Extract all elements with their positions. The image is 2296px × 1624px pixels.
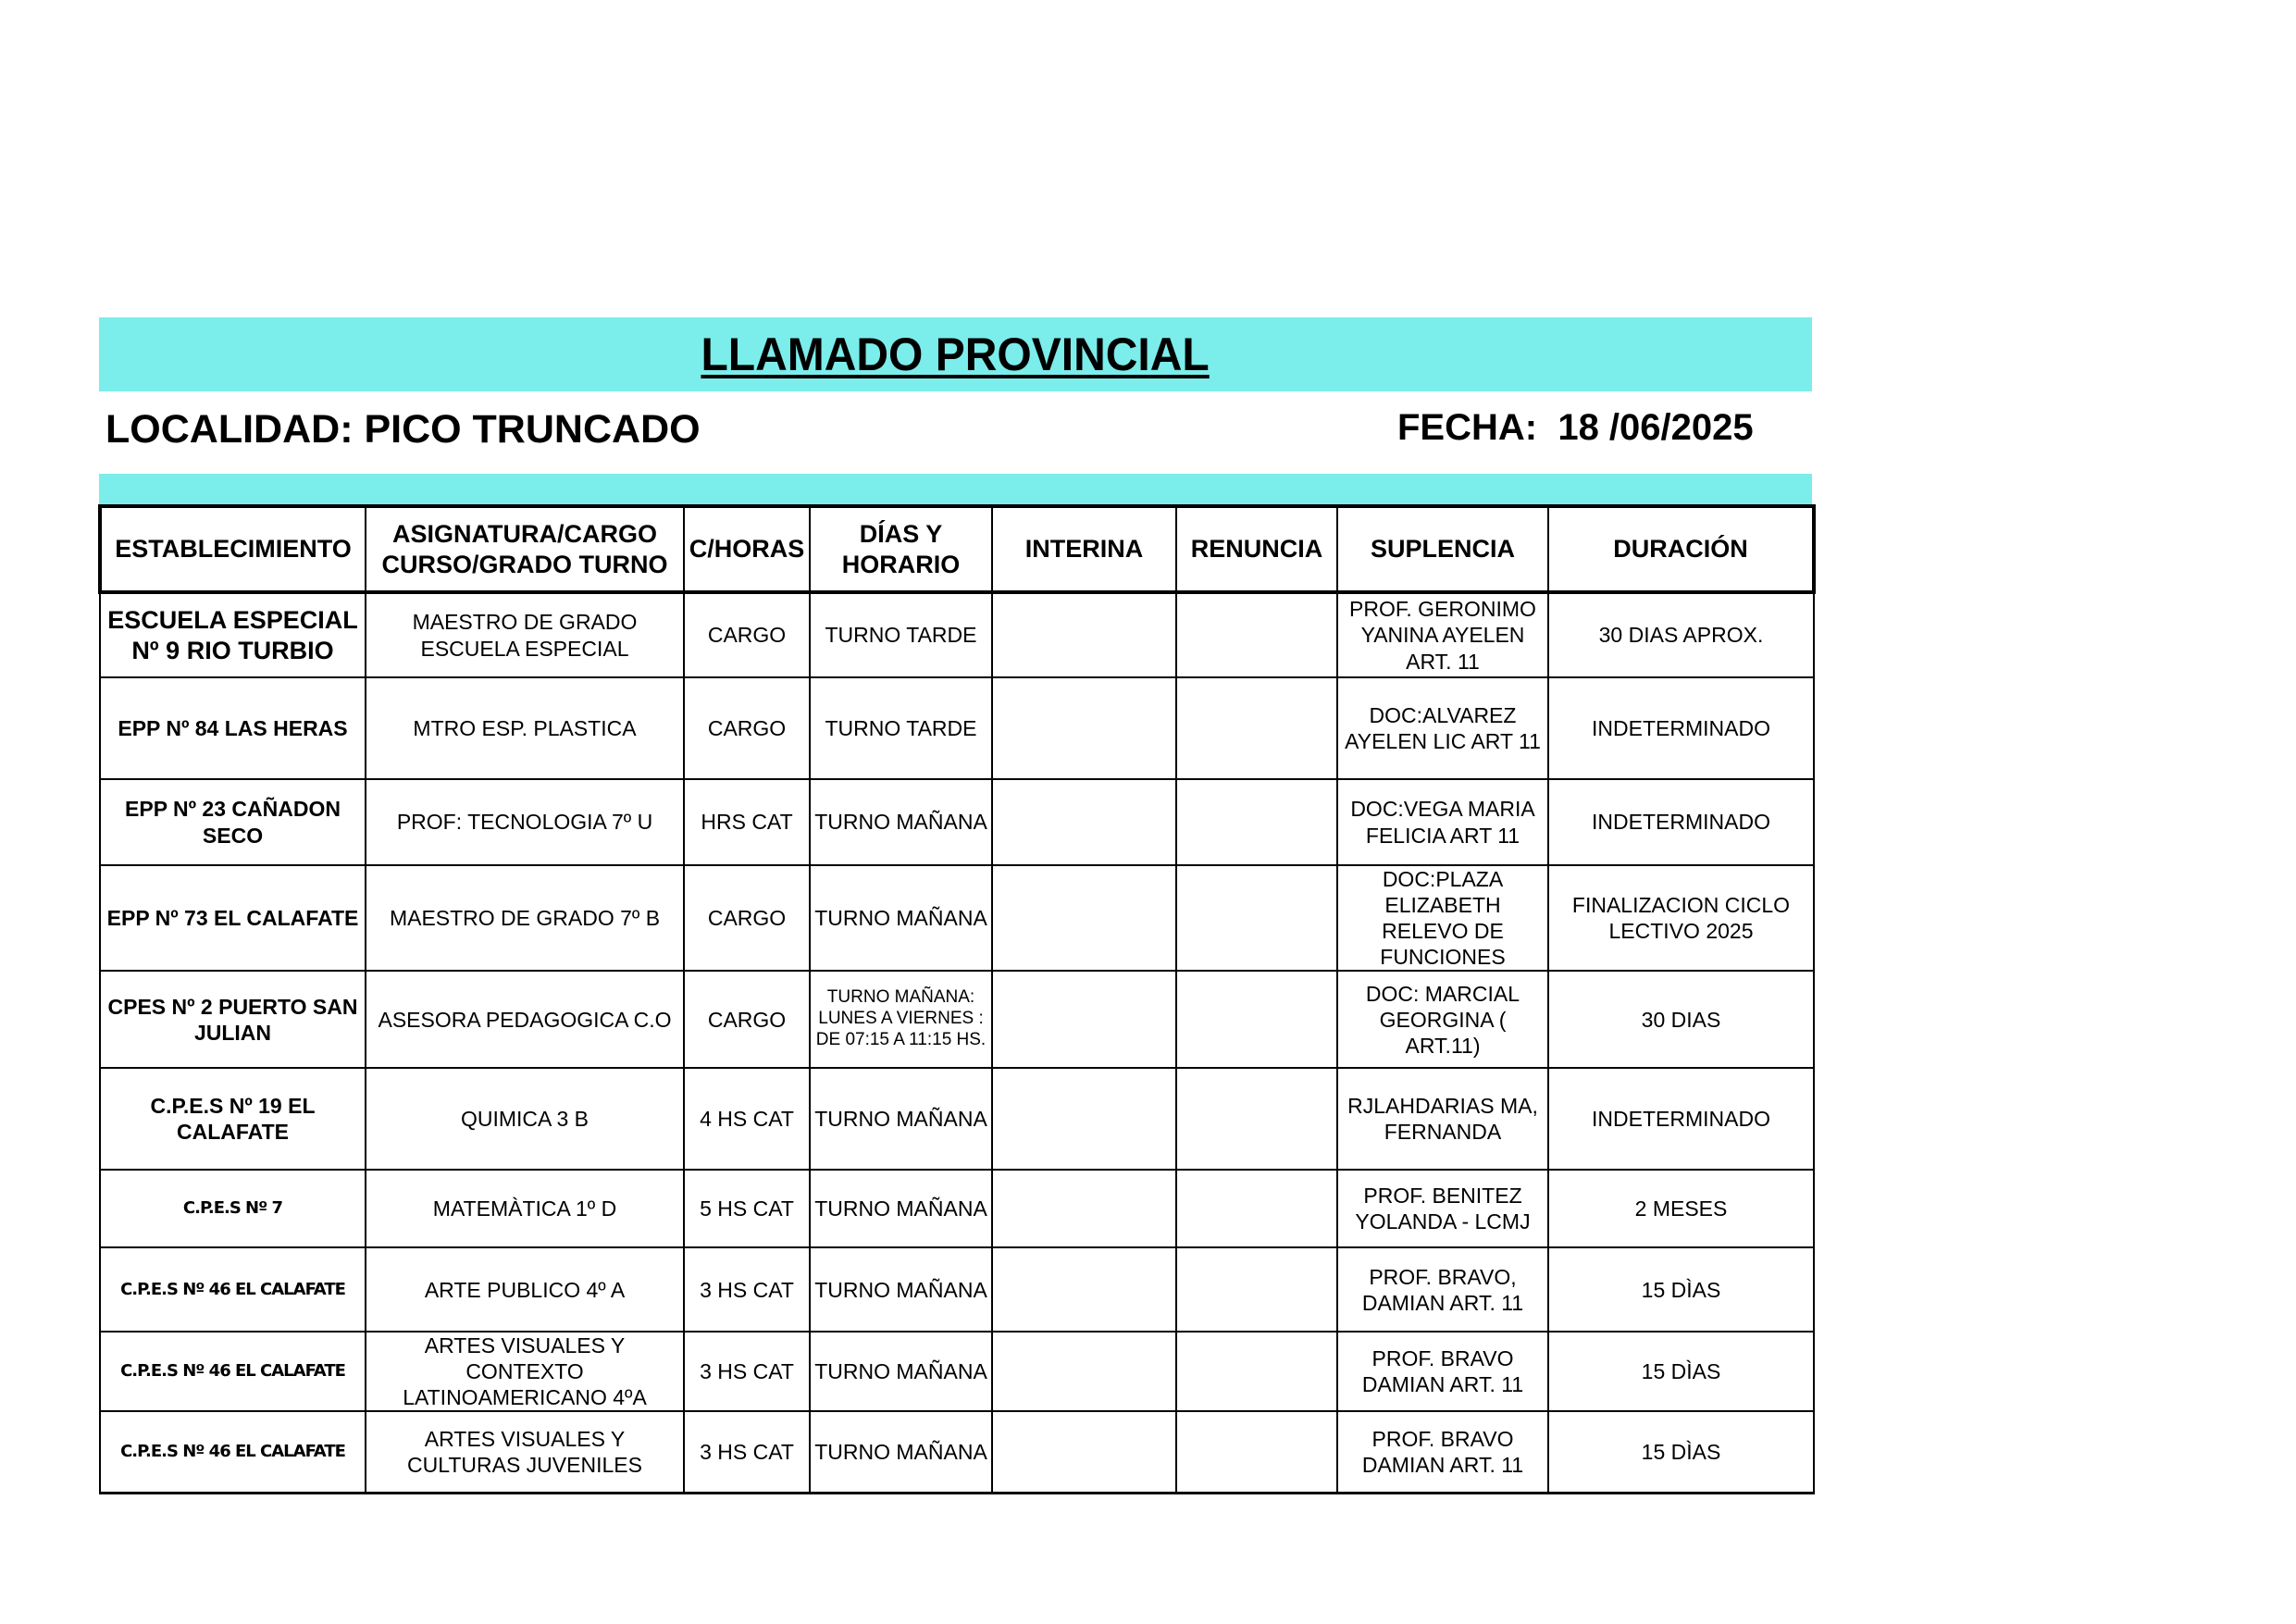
- cell-horario: TURNO MAÑANA: [810, 1247, 992, 1332]
- cell-renuncia: [1176, 1332, 1337, 1411]
- cell-horas: CARGO: [684, 865, 810, 971]
- table-row: [100, 865, 1814, 971]
- col-header-establecimiento: ESTABLECIMIENTO: [100, 506, 366, 592]
- cell-asignatura: MAESTRO DE GRADO ESCUELA ESPECIAL: [366, 592, 684, 677]
- cell-horas: 3 HS CAT: [684, 1332, 810, 1411]
- cell-asignatura: ARTES VISUALES Y CONTEXTO LATINOAMERICANO 4ºA: [366, 1332, 684, 1411]
- fecha-label: FECHA: 18 /06/2025: [1397, 407, 1754, 448]
- col-header-renuncia: RENUNCIA: [1176, 506, 1337, 592]
- cell-horas: 3 HS CAT: [684, 1247, 810, 1332]
- table-row: [100, 1247, 1814, 1332]
- cell-horario: TURNO MAÑANA: LUNES A VIERNES : DE 07:15 A 11:15 HS.: [810, 971, 992, 1068]
- cell-asignatura: MATEMÀTICA 1º D: [366, 1170, 684, 1247]
- cell-duracion: 15 DÌAS: [1548, 1411, 1814, 1493]
- cell-interina: [992, 779, 1176, 865]
- cell-asignatura: QUIMICA 3 B: [366, 1068, 684, 1170]
- cell-interina: [992, 865, 1176, 971]
- cell-duracion: 30 DIAS: [1548, 971, 1814, 1068]
- col-header-suplencia: SUPLENCIA: [1337, 506, 1548, 592]
- cell-horas: CARGO: [684, 971, 810, 1068]
- table-row: [100, 677, 1814, 779]
- cell-duracion: 30 DIAS APROX.: [1548, 592, 1814, 677]
- cell-duracion: 2 MESES: [1548, 1170, 1814, 1247]
- cell-interina: [992, 971, 1176, 1068]
- cell-suplencia: DOC:PLAZA ELIZABETH RELEVO DE FUNCIONES: [1337, 865, 1548, 971]
- cell-suplencia: PROF. BRAVO DAMIAN ART. 11: [1337, 1411, 1548, 1493]
- cell-establecimiento: CPES Nº 2 PUERTO SAN JULIAN: [100, 971, 366, 1068]
- cell-renuncia: [1176, 1068, 1337, 1170]
- cell-asignatura: ARTE PUBLICO 4º A: [366, 1247, 684, 1332]
- cell-duracion: 15 DÌAS: [1548, 1247, 1814, 1332]
- cell-establecimiento: EPP Nº 73 EL CALAFATE: [100, 865, 366, 971]
- cell-suplencia: PROF. BRAVO DAMIAN ART. 11: [1337, 1332, 1548, 1411]
- llamado-table: [98, 504, 1816, 1494]
- cell-renuncia: [1176, 1411, 1337, 1493]
- cell-interina: [992, 1411, 1176, 1493]
- cell-establecimiento: ESCUELA ESPECIAL Nº 9 RIO TURBIO: [100, 592, 366, 677]
- cell-establecimiento: C.P.E.S Nº 46 EL CALAFATE: [100, 1411, 366, 1493]
- cell-renuncia: [1176, 1247, 1337, 1332]
- page-title-container: [99, 317, 1812, 391]
- cell-establecimiento: EPP Nº 23 CAÑADON SECO: [100, 779, 366, 865]
- cell-horas: HRS CAT: [684, 779, 810, 865]
- cell-suplencia: PROF. GERONIMO YANINA AYELEN ART. 11: [1337, 592, 1548, 677]
- cell-renuncia: [1176, 592, 1337, 677]
- table-row: [100, 1332, 1814, 1411]
- cell-interina: [992, 592, 1176, 677]
- table-row: [100, 592, 1814, 677]
- cell-asignatura: MAESTRO DE GRADO 7º B: [366, 865, 684, 971]
- cell-duracion: INDETERMINADO: [1548, 1068, 1814, 1170]
- col-header-duracion: DURACIÓN: [1548, 506, 1814, 592]
- cell-horas: 4 HS CAT: [684, 1068, 810, 1170]
- cell-horario: TURNO MAÑANA: [810, 1068, 992, 1170]
- table-header-row: [100, 506, 1814, 592]
- col-header-interina: INTERINA: [992, 506, 1176, 592]
- table-row: [100, 1068, 1814, 1170]
- table-row: [100, 779, 1814, 865]
- page-title: LLAMADO PROVINCIAL: [701, 329, 1210, 380]
- cell-establecimiento: C.P.E.S Nº 7: [100, 1170, 366, 1247]
- cell-interina: [992, 1247, 1176, 1332]
- col-header-asignatura: ASIGNATURA/CARGO CURSO/GRADO TURNO: [366, 506, 684, 592]
- table-row: [100, 1411, 1814, 1493]
- localidad-label: LOCALIDAD: PICO TRUNCADO: [105, 407, 701, 452]
- cell-duracion: INDETERMINADO: [1548, 779, 1814, 865]
- cell-establecimiento: C.P.E.S Nº 46 EL CALAFATE: [100, 1332, 366, 1411]
- cell-asignatura: ARTES VISUALES Y CULTURAS JUVENILES: [366, 1411, 684, 1493]
- cell-horario: TURNO TARDE: [810, 677, 992, 779]
- table-row: [100, 1170, 1814, 1247]
- cell-duracion: 15 DÌAS: [1548, 1332, 1814, 1411]
- cell-horas: 5 HS CAT: [684, 1170, 810, 1247]
- cell-asignatura: MTRO ESP. PLASTICA: [366, 677, 684, 779]
- cell-horas: CARGO: [684, 677, 810, 779]
- cell-horas: CARGO: [684, 592, 810, 677]
- cell-horario: TURNO MAÑANA: [810, 1332, 992, 1411]
- subheader-band: [99, 474, 1812, 504]
- cell-suplencia: DOC: MARCIAL GEORGINA ( ART.11): [1337, 971, 1548, 1068]
- cell-horario: TURNO TARDE: [810, 592, 992, 677]
- cell-renuncia: [1176, 971, 1337, 1068]
- cell-suplencia: DOC:ALVAREZ AYELEN LIC ART 11: [1337, 677, 1548, 779]
- cell-interina: [992, 677, 1176, 779]
- cell-horario: TURNO MAÑANA: [810, 865, 992, 971]
- cell-suplencia: PROF. BRAVO, DAMIAN ART. 11: [1337, 1247, 1548, 1332]
- cell-renuncia: [1176, 779, 1337, 865]
- cell-asignatura: ASESORA PEDAGOGICA C.O: [366, 971, 684, 1068]
- cell-establecimiento: EPP Nº 84 LAS HERAS: [100, 677, 366, 779]
- cell-renuncia: [1176, 1170, 1337, 1247]
- col-header-horario: DÍAS Y HORARIO: [810, 506, 992, 592]
- cell-horario: TURNO MAÑANA: [810, 1170, 992, 1247]
- cell-horario: TURNO MAÑANA: [810, 779, 992, 865]
- cell-suplencia: RJLAHDARIAS MA, FERNANDA: [1337, 1068, 1548, 1170]
- table-row: [100, 971, 1814, 1068]
- cell-suplencia: PROF. BENITEZ YOLANDA - LCMJ: [1337, 1170, 1548, 1247]
- cell-establecimiento: C.P.E.S Nº 46 EL CALAFATE: [100, 1247, 366, 1332]
- cell-establecimiento: C.P.E.S Nº 19 EL CALAFATE: [100, 1068, 366, 1170]
- cell-interina: [992, 1170, 1176, 1247]
- cell-horario: TURNO MAÑANA: [810, 1411, 992, 1493]
- cell-interina: [992, 1068, 1176, 1170]
- cell-renuncia: [1176, 865, 1337, 971]
- cell-asignatura: PROF: TECNOLOGIA 7º U: [366, 779, 684, 865]
- cell-duracion: FINALIZACION CICLO LECTIVO 2025: [1548, 865, 1814, 971]
- col-header-horas: C/HORAS: [684, 506, 810, 592]
- cell-duracion: INDETERMINADO: [1548, 677, 1814, 779]
- cell-suplencia: DOC:VEGA MARIA FELICIA ART 11: [1337, 779, 1548, 865]
- cell-renuncia: [1176, 677, 1337, 779]
- cell-horas: 3 HS CAT: [684, 1411, 810, 1493]
- cell-interina: [992, 1332, 1176, 1411]
